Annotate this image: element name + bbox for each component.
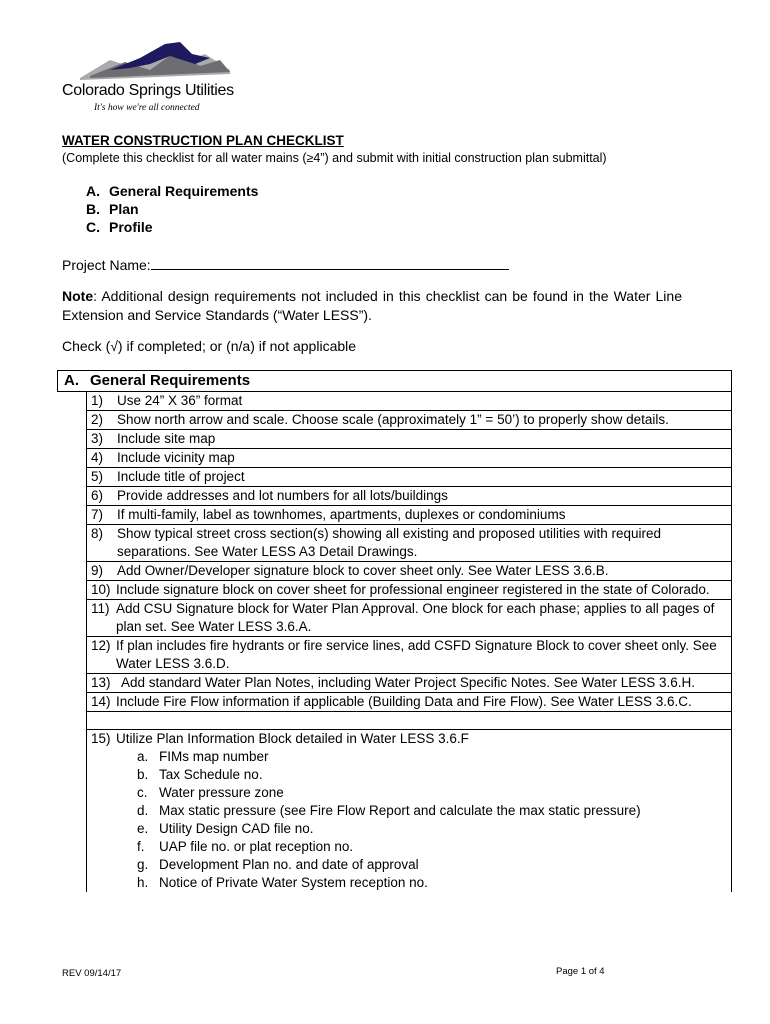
note-text: : Additional design requirements not included in this checklist can be found in the Water Line Extension and Service Standards (“Water LESS”).	[62, 288, 682, 323]
checklist-item[interactable]: 6) Provide addresses and lot numbers for all lots/buildings	[87, 487, 731, 506]
note-paragraph	[62, 287, 682, 325]
section-a-header	[57, 370, 732, 392]
checklist-item[interactable]: 3) Include site map	[87, 430, 731, 449]
page-title: WATER CONSTRUCTION PLAN CHECKLIST	[62, 133, 344, 148]
list-item: g. Development Plan no. and date of approval	[137, 857, 419, 872]
checklist-item[interactable]: 1) Use 24” X 36” format	[87, 392, 731, 411]
toc-item: A. General Requirements	[86, 183, 259, 199]
list-item: d. Max static pressure (see Fire Flow Report and calculate the max static pressure)	[137, 803, 641, 818]
checklist-item[interactable]: 4) Include vicinity map	[87, 449, 731, 468]
checklist-table	[86, 392, 732, 892]
checklist-spacer-row	[87, 712, 731, 730]
list-item: a. FIMs map number	[137, 749, 269, 764]
company-logo	[62, 40, 242, 120]
page-subtitle: (Complete this checklist for all water mains (≥4”) and submit with initial construction plan submittal)	[62, 151, 607, 165]
list-item: h. Notice of Private Water System reception no.	[137, 875, 428, 890]
table-of-contents	[86, 182, 258, 236]
checklist-item[interactable]: 12) If plan includes fire hydrants or fire service lines, add CSFD Signature Block to cover sheet only. See Water LESS 3.6.D.	[87, 637, 731, 674]
list-item: e. Utility Design CAD file no.	[137, 821, 314, 836]
toc-item: B. Plan	[86, 201, 139, 217]
revision-date: REV 09/14/17	[62, 968, 122, 979]
checklist-item[interactable]: 10) Include signature block on cover sheet for professional engineer registered in the state of Colorado.	[87, 581, 731, 600]
section-title: General Requirements	[90, 372, 251, 389]
checklist-item[interactable]: 9) Add Owner/Developer signature block to cover sheet only. See Water LESS 3.6.B.	[87, 562, 731, 581]
note-label: Note	[62, 288, 94, 304]
plan-info-subitems	[91, 748, 731, 892]
project-name-input-line[interactable]	[151, 256, 509, 270]
checklist-item[interactable]: 11) Add CSU Signature block for Water Plan Approval. One block for each phase; applies to all pages of plan set. See Water LESS 3.6.A.	[87, 600, 731, 637]
list-item: c. Water pressure zone	[137, 785, 284, 800]
checklist-item[interactable]: 13) Add standard Water Plan Notes, including Water Project Specific Notes. See Water LESS 3.6.H.	[87, 674, 731, 693]
page-number: Page 1 of 4	[556, 966, 605, 977]
checklist-item[interactable]: 7) If multi-family, label as townhomes, apartments, duplexes or condominiums	[87, 506, 731, 525]
checklist-item[interactable]: 2) Show north arrow and scale. Choose scale (approximately 1” = 50’) to properly show details.	[87, 411, 731, 430]
check-instruction: Check (√) if completed; or (n/a) if not applicable	[62, 338, 357, 354]
section-letter: A.	[64, 372, 79, 389]
checklist-item[interactable]: 14) Include Fire Flow information if applicable (Building Data and Fire Flow). See Water LESS 3.6.C.	[87, 693, 731, 712]
project-name-field	[62, 256, 509, 273]
mountain-logo-icon	[80, 40, 230, 80]
list-item: b. Tax Schedule no.	[137, 767, 263, 782]
checklist-item[interactable]: 5) Include title of project	[87, 468, 731, 487]
list-item: f. UAP file no. or plat reception no.	[137, 839, 354, 854]
toc-item: C. Profile	[86, 219, 153, 235]
project-name-label: Project Name:	[62, 257, 151, 273]
checklist-item[interactable]: 15) Utilize Plan Information Block detailed in Water LESS 3.6.F a. FIMs map number b. Tax Schedule no. c. Water pressure zone d. Max static pressure (see Fire Flow Report and calculate the max static pressure) e. Utility Design CAD file no. f. UAP file no. or plat reception no. g. Development Plan no. and date of approval h. Notice of Private Water System reception no.	[87, 730, 731, 892]
logo-tagline: It's how we're all connected	[94, 103, 200, 113]
logo-company-name: Colorado Springs Utilities	[62, 82, 234, 99]
checklist-item[interactable]: 8) Show typical street cross section(s) showing all existing and proposed utilities with required separations. See Water LESS A3 Detail Drawings.	[87, 525, 731, 562]
